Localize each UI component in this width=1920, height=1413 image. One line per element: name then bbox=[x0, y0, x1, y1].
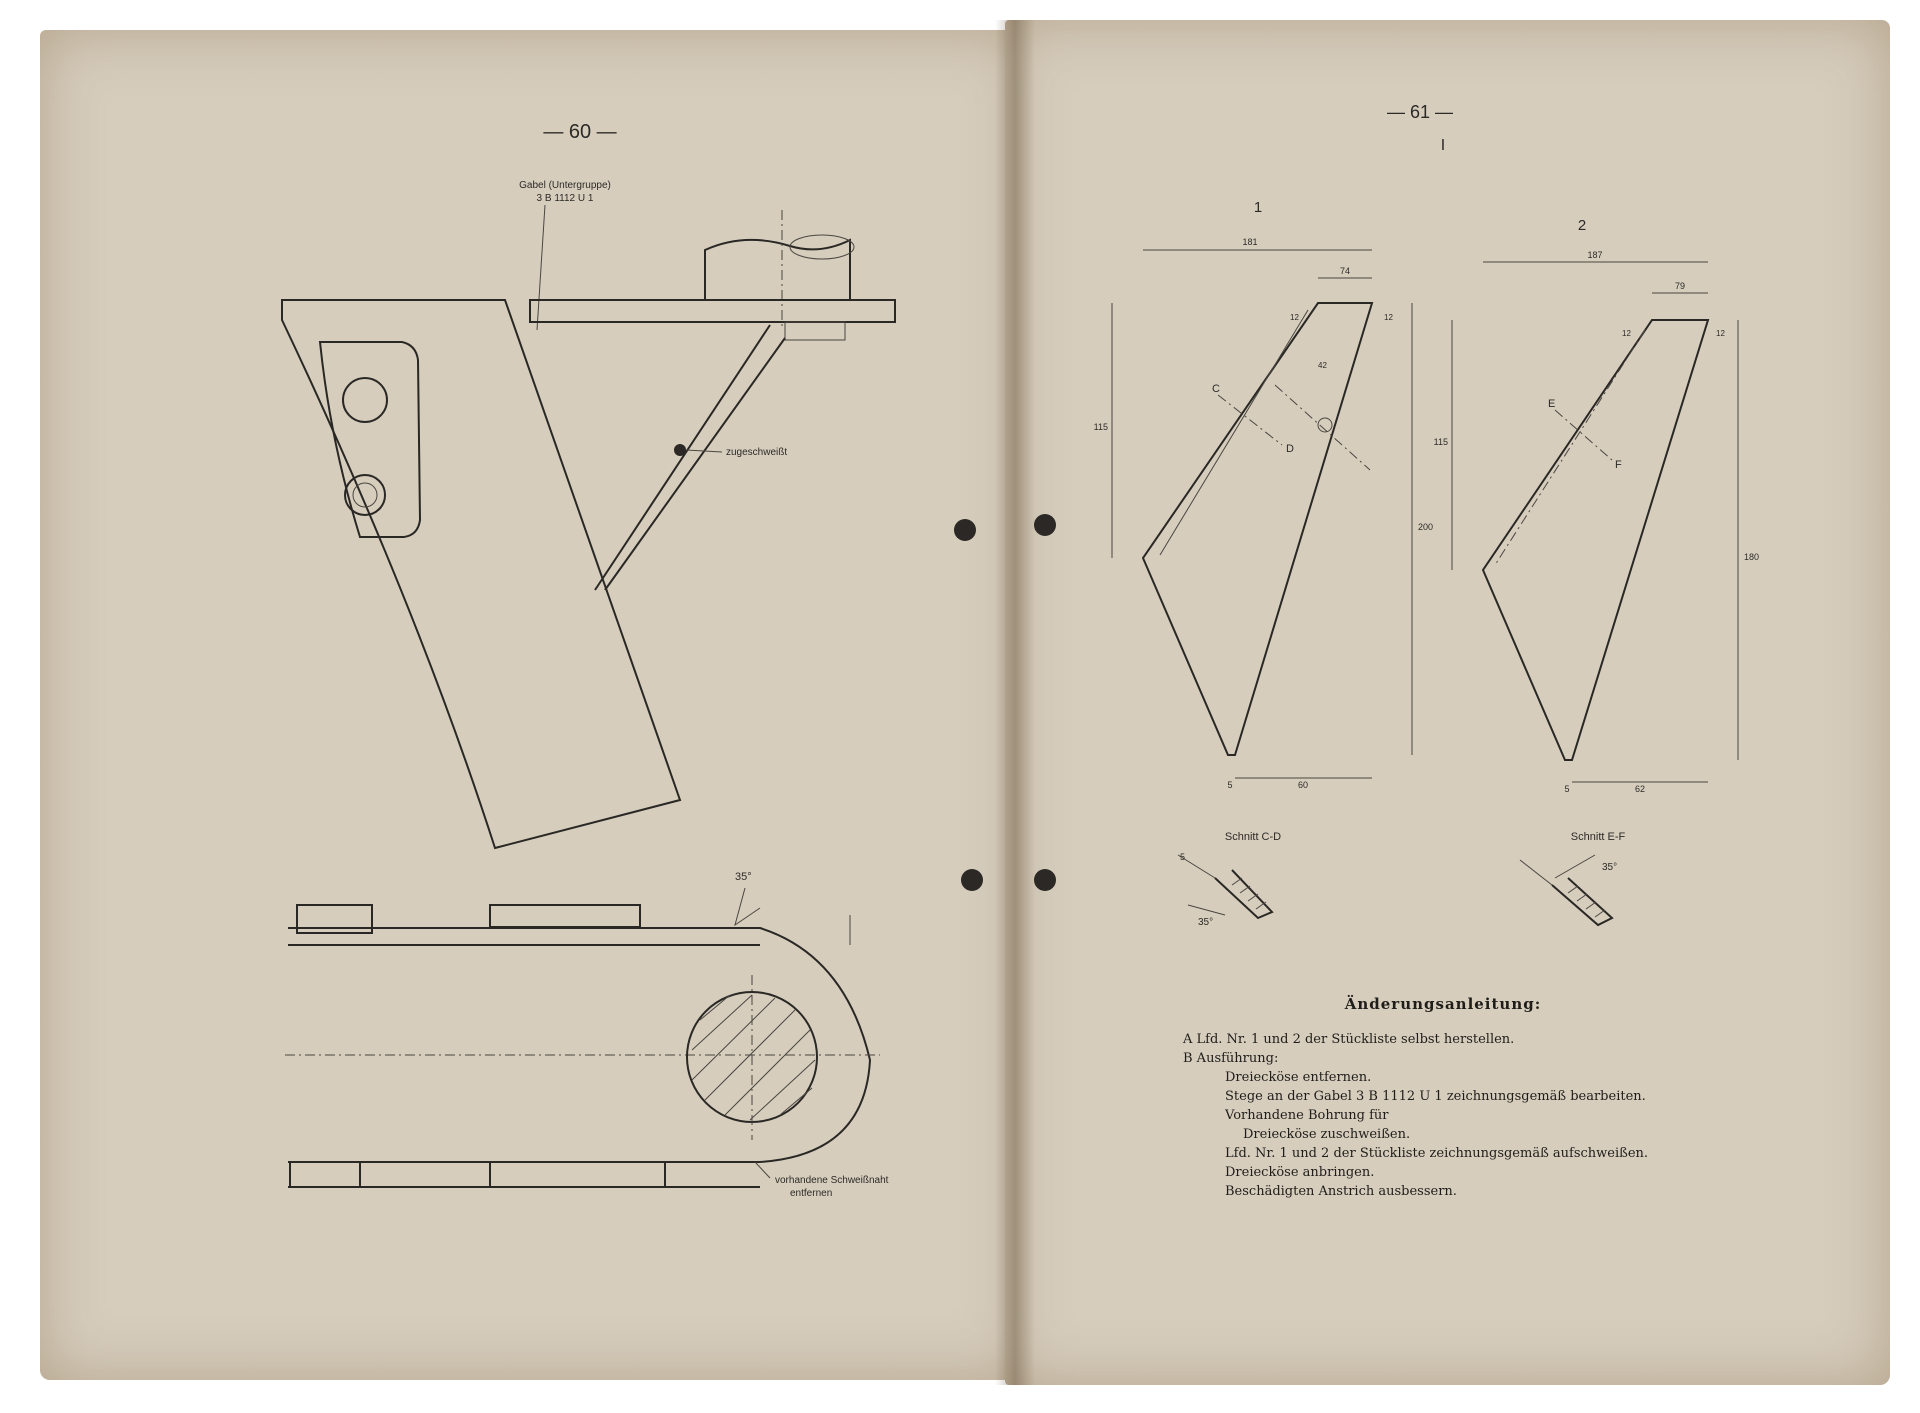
plate-hole-lower bbox=[345, 475, 385, 515]
fig2-dim-left: 115 bbox=[1433, 437, 1448, 447]
fig1-dim-small-b: 12 bbox=[1384, 313, 1393, 322]
plate-hole-upper bbox=[343, 378, 387, 422]
fig1-dim-diag: 42 bbox=[1318, 361, 1327, 370]
section-c-d bbox=[1178, 831, 1281, 928]
top-bar bbox=[530, 300, 895, 322]
fig2-label: 2 bbox=[1577, 217, 1587, 234]
instruction-step2b: Dreiecköse zuschweißen. bbox=[1243, 1127, 1411, 1142]
fig1-dim-top: 181 bbox=[1242, 237, 1258, 247]
section2-hatch bbox=[1568, 886, 1605, 917]
cut-d: D bbox=[1286, 443, 1294, 455]
top-view-bottom-right bbox=[490, 1162, 665, 1187]
punch-hole-left-upper bbox=[954, 519, 976, 541]
fork-plate bbox=[320, 342, 420, 537]
right-page-number: — 61 — bbox=[1386, 102, 1454, 122]
part-label-line1: Gabel (Untergruppe) bbox=[519, 180, 611, 191]
fig2-dim-top: 187 bbox=[1587, 250, 1603, 260]
section2-dim bbox=[1520, 860, 1552, 885]
section2-profile bbox=[1552, 878, 1612, 925]
fig1-outline bbox=[1143, 303, 1372, 755]
punch-hole-left-lower bbox=[961, 869, 983, 891]
top-bar-lug bbox=[785, 322, 845, 340]
instruction-b: B Ausführung: bbox=[1183, 1051, 1279, 1066]
boss-outline bbox=[705, 240, 850, 300]
fig2-dim-small-b: 12 bbox=[1716, 329, 1725, 338]
instruction-step2a: Stege an der Gabel 3 B 1112 U 1 zeichnungsgemäß bearbeiten. Vorhandene Bohrung für bbox=[1225, 1089, 1646, 1123]
part-label-leader bbox=[537, 205, 545, 330]
cut-f: F bbox=[1615, 459, 1622, 471]
section1-profile bbox=[1215, 870, 1272, 918]
section2-label: Schnitt E-F bbox=[1570, 831, 1626, 843]
instruction-step3a: Lfd. Nr. 1 und 2 der Stückliste zeichnungsgemäß aufschweißen. Dreiecköse anbringen. bbox=[1225, 1146, 1649, 1180]
fig1-dim-left: 115 bbox=[1093, 422, 1108, 432]
fig1-hole-axis bbox=[1275, 385, 1370, 470]
fig2-dim-tip: 5 bbox=[1564, 784, 1570, 794]
fig1-dim-tip: 5 bbox=[1227, 780, 1233, 790]
instructions-title: Änderungsanleitung: bbox=[1344, 995, 1542, 1013]
fig2-inner-edge bbox=[1495, 330, 1645, 565]
punch-hole-right-lower bbox=[1034, 869, 1056, 891]
right-page-mark: I bbox=[1440, 137, 1446, 154]
figure-2 bbox=[1434, 217, 1759, 794]
instruction-step1: Dreiecköse entfernen. bbox=[1225, 1070, 1372, 1085]
figure-1 bbox=[1094, 199, 1433, 790]
fig1-dim-topright: 74 bbox=[1339, 266, 1351, 276]
punch-hole-right-upper bbox=[1034, 514, 1056, 536]
section2-angle-line bbox=[1555, 855, 1595, 878]
weld-label: zugeschweißt bbox=[726, 447, 788, 458]
cut-c: C bbox=[1212, 383, 1220, 395]
left-page-number: — 60 — bbox=[543, 121, 617, 143]
top-view-block-right bbox=[490, 905, 640, 927]
section1-hatch bbox=[1232, 878, 1266, 909]
fig2-dim-small-a: 12 bbox=[1622, 329, 1631, 338]
section2-angle: 35° bbox=[1602, 862, 1618, 873]
top-view-bottom-left bbox=[290, 1162, 360, 1187]
section1-angle-line bbox=[1188, 905, 1225, 915]
remove-weld-leader bbox=[755, 1162, 770, 1178]
angle-label: 35° bbox=[735, 871, 752, 883]
top-view-body bbox=[288, 928, 870, 1162]
section1-label: Schnitt C-D bbox=[1224, 831, 1282, 843]
fig1-dim-bottom: 60 bbox=[1297, 780, 1309, 790]
fork-side-view bbox=[282, 180, 895, 848]
instruction-a: A Lfd. Nr. 1 und 2 der Stückliste selbst herstellen. bbox=[1183, 1032, 1515, 1047]
fig1-dim-right: 200 bbox=[1418, 522, 1434, 532]
modification-instructions bbox=[1183, 995, 1703, 1201]
remove-weld-line2: entfernen bbox=[790, 1188, 833, 1199]
cut-e: E bbox=[1548, 398, 1556, 410]
weld-point-icon bbox=[674, 444, 686, 456]
fig1-dim-small-a: 12 bbox=[1290, 313, 1299, 322]
instruction-step3b: Beschädigten Anstrich ausbessern. bbox=[1225, 1184, 1457, 1199]
fork-top-view bbox=[285, 871, 889, 1199]
circle-hatching bbox=[692, 995, 815, 1120]
fig2-dim-topright: 79 bbox=[1674, 281, 1686, 291]
fig1-inner-edge bbox=[1160, 310, 1308, 555]
section1-small: 5 bbox=[1180, 852, 1186, 862]
boss-end bbox=[790, 235, 854, 259]
fig1-label: 1 bbox=[1253, 199, 1263, 216]
section1-angle: 35° bbox=[1198, 917, 1214, 928]
fig2-outline bbox=[1483, 320, 1708, 760]
part-label-line2: 3 B 1112 U 1 bbox=[536, 193, 594, 204]
fig2-dim-bottom: 62 bbox=[1634, 784, 1646, 794]
section-e-f bbox=[1520, 831, 1625, 925]
remove-weld-line1: vorhandene Schweißnaht bbox=[775, 1175, 889, 1186]
fork-arm bbox=[282, 300, 680, 848]
fig2-dim-right: 180 bbox=[1744, 552, 1760, 562]
weld-angle-marker bbox=[735, 888, 760, 925]
